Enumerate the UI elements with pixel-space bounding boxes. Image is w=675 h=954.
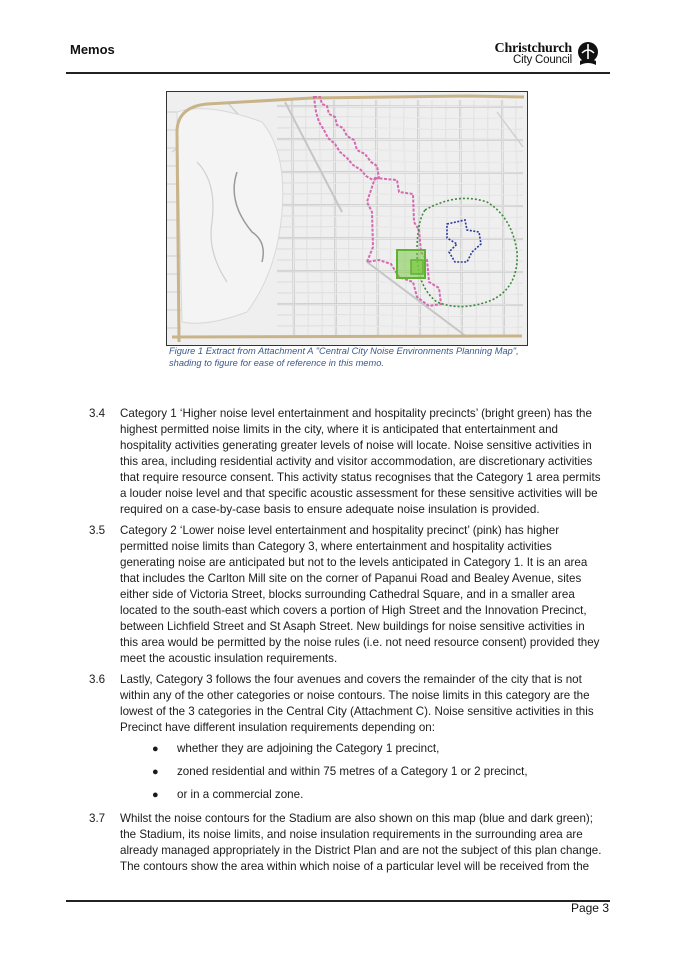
- paragraph-line: already managed appropriately in the District Plan and are not the subject of this plan change.: [120, 844, 602, 857]
- paragraph-line: highest permitted noise limits in the city, where it is anticipated that entertainment and: [120, 423, 558, 436]
- paragraph-line: Lastly, Category 3 follows the four avenues and covers the remainder of the city that is not: [120, 673, 582, 686]
- logo-line-1: Christchurch: [494, 41, 572, 56]
- category1-green-inner: [411, 260, 423, 274]
- figure-caption: [169, 345, 549, 369]
- bullet-dot: ●: [152, 766, 159, 778]
- map-canvas: [167, 92, 527, 345]
- paragraph-line: that require resource consent. This activity status recognises that the Category 1 area permits: [120, 471, 601, 484]
- paragraph-line: between Lichfield Street and St Asaph Street. New buildings for noise sensitive activities in: [120, 620, 585, 633]
- paragraph-line: lowest of the 3 categories in the Central City (Attachment C). Noise sensitive activities in this: [120, 705, 594, 718]
- paragraph-line: Whilst the noise contours for the Stadium are also shown on this map (blue and dark green);: [120, 812, 594, 825]
- paragraph-line: generating noise are anticipated but not to the levels anticipated in Category 1. It is an area: [120, 556, 588, 569]
- paragraph-line: a louder noise level and that specific acoustic assessment for these sensitive activities will be: [120, 487, 598, 500]
- paragraph-line: permitted noise limits than Category 3, where entertainment and hospitality activities: [120, 540, 552, 553]
- paragraph-line: Precinct have different insulation requirements depending on:: [120, 721, 435, 734]
- paragraph-3-5: [120, 523, 612, 667]
- bullet-item: or in a commercial zone.: [177, 788, 304, 801]
- logo-line-2: City Council: [513, 54, 572, 66]
- paragraph-3-7: [120, 811, 612, 875]
- paragraph-line: meet the acoustic insulation requirements.: [120, 652, 338, 665]
- paragraph-line: required on a case-by-case basis to ensure adequate noise insulation is provided.: [120, 503, 540, 516]
- footer-divider: [66, 900, 610, 902]
- paragraph-number: 3.4: [89, 407, 106, 420]
- figure-caption-line-1: Figure 1 Extract from Attachment A "Central City Noise Environments Planning Map",: [169, 346, 519, 356]
- paragraph-line: the Stadium, its noise limits, and noise insulation requirements in the surrounding area are: [120, 828, 583, 841]
- paragraph-line: this area would be permitted by the noise rules (i.e. not need resource consent) provided they: [120, 636, 600, 649]
- paragraph-number: 3.6: [89, 673, 106, 686]
- paragraph-line: Category 2 ‘Lower noise level entertainment and hospitality precinct’ (pink) has higher: [120, 524, 560, 537]
- paragraph-line: Category 1 ‘Higher noise level entertainment and hospitality precincts’ (bright green) has the: [120, 407, 592, 420]
- header-divider: [66, 72, 610, 74]
- paragraph-number: 3.7: [89, 812, 106, 825]
- figure-caption-line-2: shading to figure for ease of reference in this memo.: [169, 358, 384, 368]
- paragraph-3-4: [120, 406, 612, 518]
- paragraph-line: within any of the other categories or noise contours. The noise limits in this category are the: [120, 689, 590, 702]
- bullet-dot: ●: [152, 743, 159, 755]
- paragraph-number: 3.5: [89, 524, 106, 537]
- paragraph-line: either side of Victoria Street, blocks surrounding Cathedral Square, and in a smaller area: [120, 588, 575, 601]
- bullet-item: whether they are adjoining the Category 1 precinct,: [177, 742, 440, 755]
- noise-environments-map: [166, 91, 528, 346]
- paragraph-line: hospitality activities generating greater levels of noise will locate. Noise sensitive activities in: [120, 439, 592, 452]
- paragraph-line: that includes the Carlton Mill site on the corner of Papanui Road and Bealey Avenue, sites: [120, 572, 582, 585]
- paragraph-line: located to the south-east which covers a portion of High Street and the Innovation Precinct,: [120, 604, 587, 617]
- paragraph-3-6: [120, 672, 612, 736]
- moorhouse-avenue: [172, 336, 522, 337]
- page-number: Page 3: [570, 901, 609, 915]
- bullet-item: zoned residential and within 75 metres of a Category 1 or 2 precinct,: [177, 765, 528, 778]
- paragraph-line: The contours show the area within which noise of a particular level will be received from the: [120, 860, 590, 873]
- paragraph-line: this area, including residential activity and visitor accommodation, are discretionary activities: [120, 455, 593, 468]
- bullet-dot: ●: [152, 789, 159, 801]
- document-header-title: Memos: [70, 42, 115, 57]
- council-emblem-icon: [576, 41, 600, 67]
- council-logo: [494, 41, 600, 67]
